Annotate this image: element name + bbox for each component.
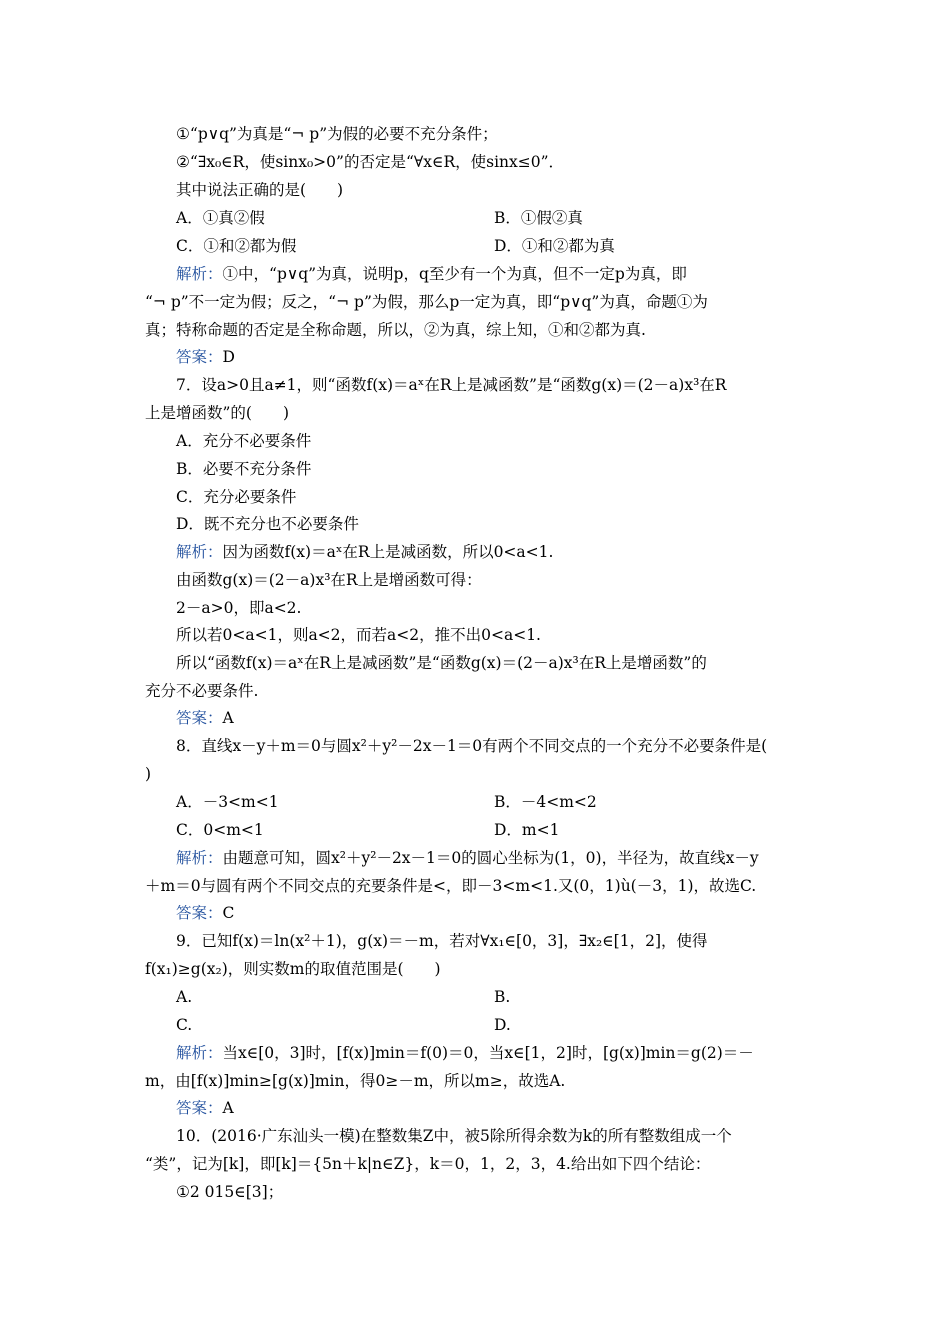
text-line: ①“p∨q”为真是“¬ p”为假的必要不充分条件； bbox=[176, 125, 498, 143]
analysis-line bbox=[176, 1043, 754, 1063]
answer-line bbox=[176, 708, 234, 728]
text-line: 真；特称命题的否定是全称命题，所以，②为真，综上知，①和②都为真. bbox=[145, 321, 646, 339]
option-b: B．－4<m<2 bbox=[494, 793, 597, 811]
answer-value: A bbox=[222, 709, 234, 727]
option-c: C．0<m<1 bbox=[176, 821, 264, 839]
analysis-text: ①中，“p∨q”为真，说明p，q至少有一个为真，但不一定p为真，即 bbox=[222, 265, 687, 283]
question-7: 7．设a>0且a≠1，则“函数f(x)＝aˣ在R上是减函数”是“函数g(x)＝(2－a)x³在R bbox=[176, 376, 727, 394]
analysis-text: 当x∈[0，3]时，[f(x)]min＝f(0)＝0，当x∈[1，2]时，[g(x)]min＝g(2)＝－ bbox=[222, 1044, 754, 1062]
option-a: A．－3<m<1 bbox=[176, 793, 279, 811]
answer-label: 答案： bbox=[176, 709, 223, 727]
option-d: D．①和②都为真 bbox=[494, 237, 615, 255]
text-line: ) bbox=[145, 765, 152, 783]
question-10: 10．(2016·广东汕头一模)在整数集Z中，被5除所得余数为k的所有整数组成一个 bbox=[176, 1127, 732, 1145]
option-c: C．充分必要条件 bbox=[176, 488, 297, 506]
analysis-line bbox=[176, 264, 687, 284]
answer-line bbox=[176, 1098, 234, 1118]
answer-value: A bbox=[222, 1099, 234, 1117]
text-line: 充分不必要条件. bbox=[145, 682, 259, 700]
option-a: A．①真②假 bbox=[176, 209, 265, 227]
text-line: “类”，记为[k]，即[k]＝{5n＋k|n∈Z}，k＝0，1，2，3，4.给出如下四个结论： bbox=[145, 1155, 711, 1173]
option-b: B．①假②真 bbox=[494, 209, 583, 227]
option-c: C．①和②都为假 bbox=[176, 237, 297, 255]
text-line: 由函数g(x)＝(2－a)x³在R上是增函数可得： bbox=[176, 571, 482, 589]
text-line: “¬ p”不一定为假；反之，“¬ p”为假，那么p一定为真，即“p∨q”为真，命题①为 bbox=[145, 293, 708, 311]
option-c: C. bbox=[176, 1016, 193, 1034]
text-line: 所以“函数f(x)＝aˣ在R上是减函数”是“函数g(x)＝(2－a)x³在R上是增函数”的 bbox=[176, 654, 707, 672]
option-a: A．充分不必要条件 bbox=[176, 432, 312, 450]
answer-value: C bbox=[222, 904, 235, 922]
answer-line bbox=[176, 347, 235, 367]
option-b: B．必要不充分条件 bbox=[176, 460, 312, 478]
question-9: 9．已知f(x)＝ln(x²＋1)，g(x)＝－m，若对∀x₁∈[0，3]，∃x₂∈[1，2]，使得 bbox=[176, 932, 708, 950]
analysis-text: 由题意可知，圆x²＋y²－2x－1＝0的圆心坐标为(1，0)，半径为，故直线x－y bbox=[222, 849, 759, 867]
answer-label: 答案： bbox=[176, 348, 223, 366]
analysis-label: 解析： bbox=[176, 265, 223, 283]
text-line: ②“∃x₀∈R，使sinx₀>0”的否定是“∀x∈R，使sinx≤0”． bbox=[176, 153, 565, 171]
answer-value: D bbox=[222, 348, 235, 366]
option-d: D．既不充分也不必要条件 bbox=[176, 515, 359, 533]
text-line: f(x₁)≥g(x₂)，则实数m的取值范围是( ) bbox=[145, 960, 441, 978]
option-d: D．m<1 bbox=[494, 821, 560, 839]
option-b: B. bbox=[494, 988, 511, 1006]
analysis-text: 因为函数f(x)＝aˣ在R上是减函数，所以0<a<1. bbox=[222, 543, 554, 561]
analysis-line bbox=[176, 542, 553, 562]
analysis-label: 解析： bbox=[176, 1044, 223, 1062]
text-line: 上是增函数”的( ) bbox=[145, 404, 290, 422]
analysis-label: 解析： bbox=[176, 543, 223, 561]
text-line: 所以若0<a<1，则a<2，而若a<2，推不出0<a<1. bbox=[176, 626, 541, 644]
question-8: 8．直线x－y＋m＝0与圆x²＋y²－2x－1＝0有两个不同交点的一个充分不必要条件是( bbox=[176, 737, 768, 755]
text-line: 其中说法正确的是( ) bbox=[176, 181, 344, 199]
analysis-line bbox=[176, 848, 759, 868]
text-line: ①2 015∈[3]； bbox=[176, 1183, 284, 1201]
option-a: A. bbox=[176, 988, 193, 1006]
answer-line bbox=[176, 903, 234, 923]
text-line: ＋m＝0与圆有两个不同交点的充要条件是<，即－3<m<1.又(0，1)ù(－3，1)，故选C. bbox=[145, 877, 757, 895]
answer-label: 答案： bbox=[176, 1099, 223, 1117]
option-d: D. bbox=[494, 1016, 511, 1034]
text-line: m，由[f(x)]min≥[g(x)]min，得0≥－m，所以m≥，故选A. bbox=[145, 1072, 566, 1090]
text-line: 2－a>0，即a<2. bbox=[176, 599, 302, 617]
analysis-label: 解析： bbox=[176, 849, 223, 867]
answer-label: 答案： bbox=[176, 904, 223, 922]
